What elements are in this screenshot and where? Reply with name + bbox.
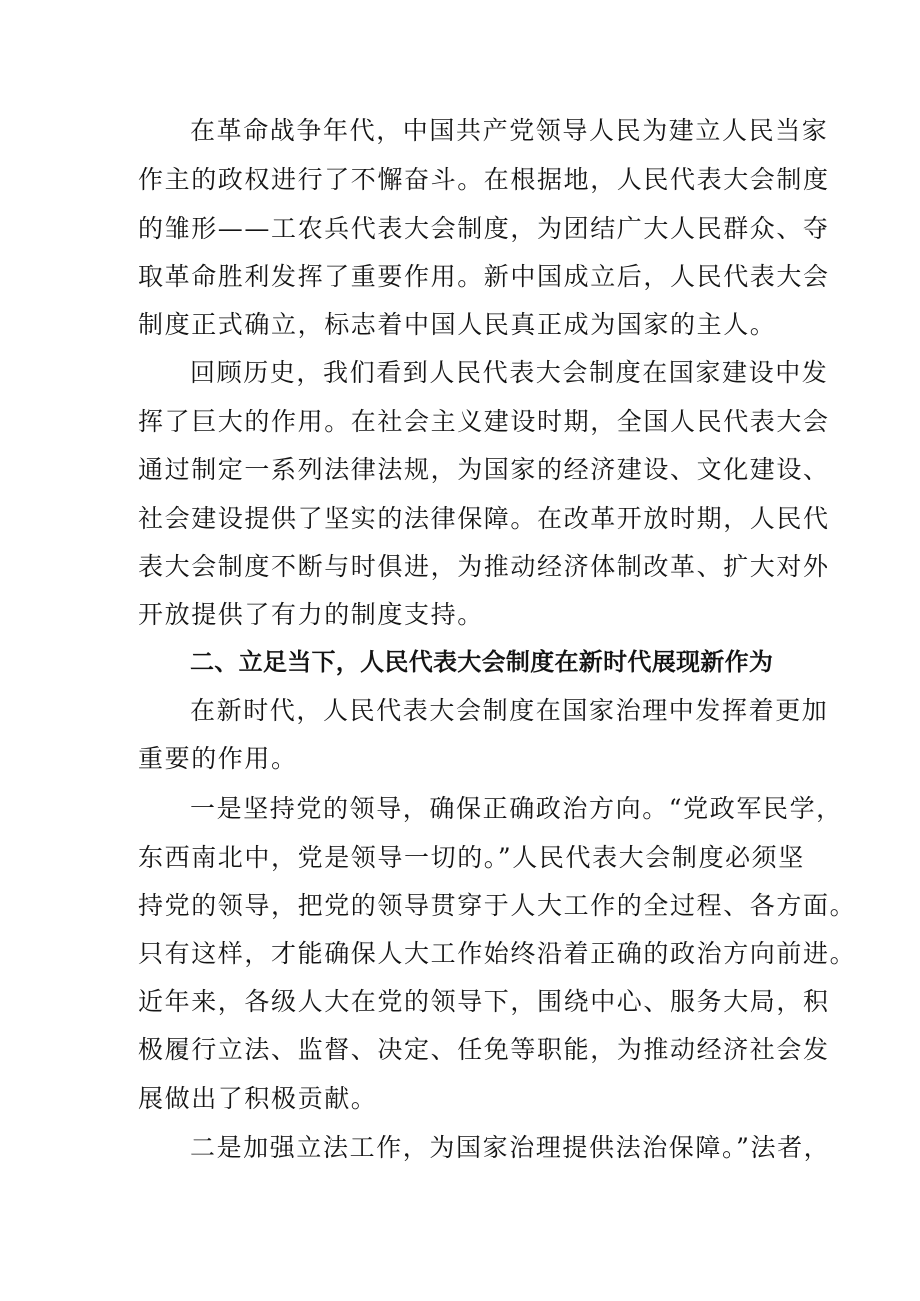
paragraph-2-line-1: 回顾历史，我们看到人民代表大会制度在国家建设中发 [190, 358, 829, 387]
paragraph-4-line-4: 只有这样，才能确保人大工作始终沿着正确的政治方向前进。 [138, 939, 857, 968]
paragraph-4-line-6: 极履行立法、监督、决定、任免等职能，为推动经济社会发 [138, 1035, 830, 1064]
paragraph-1-line-5: 制度正式确立，标志着中国人民真正成为国家的主人。 [138, 310, 777, 339]
paragraph-4-line-3: 持党的领导，把党的领导贯穿于人大工作的全过程、各方面。 [138, 891, 857, 920]
paragraph-1-line-4: 取革命胜利发挥了重要作用。新中国成立后，人民代表大会 [138, 262, 830, 291]
paragraph-2-line-3: 通过制定一系列法律法规，为国家的经济建设、文化建设、 [138, 455, 830, 484]
paragraph-4-line-5: 近年来，各级人大在党的领导下，围绕中心、服务大局，积 [138, 987, 830, 1016]
paragraph-3-line-2: 重要的作用。 [138, 744, 298, 773]
section-heading: 二、立足当下，人民代表大会制度在新时代展现新作为 [190, 648, 774, 676]
paragraph-4-line-1: 一是坚持党的领导，确保正确政治方向。“党政军民学， [190, 794, 843, 823]
paragraph-1-line-1: 在革命战争年代，中国共产党领导人民为建立人民当家 [190, 116, 829, 145]
paragraph-3-line-1: 在新时代，人民代表大会制度在国家治理中发挥着更加 [190, 696, 829, 725]
paragraph-2-line-6: 开放提供了有力的制度支持。 [138, 600, 484, 629]
paragraph-4-line-2: 东西南北中，党是领导一切的。”人民代表大会制度必须坚 [138, 843, 805, 872]
paragraph-2-line-4: 社会建设提供了坚实的法律保障。在改革开放时期，人民代 [138, 504, 830, 533]
paragraph-2-line-2: 挥了巨大的作用。在社会主义建设时期，全国人民代表大会 [138, 407, 830, 436]
paragraph-2-line-5: 表大会制度不断与时俱进，为推动经济体制改革、扩大对外 [138, 552, 830, 581]
paragraph-5-line-1: 二是加强立法工作，为国家治理提供法治保障。”法者， [190, 1133, 831, 1162]
paragraph-1-line-2: 作主的政权进行了不懈奋斗。在根据地，人民代表大会制度 [138, 165, 830, 194]
paragraph-1-line-3: 的雏形——工农兵代表大会制度，为团结广大人民群众、夺 [138, 214, 830, 243]
paragraph-4-line-7: 展做出了积极贡献。 [138, 1084, 378, 1113]
